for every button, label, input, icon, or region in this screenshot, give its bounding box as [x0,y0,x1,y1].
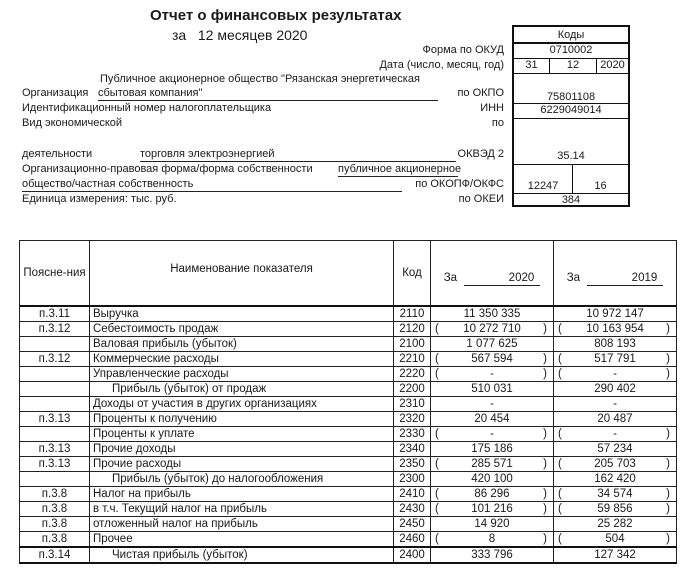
paren-close: ) [543,353,547,365]
date-year: 2020 [597,59,628,74]
value-text: 59 856 [597,503,633,515]
row-value-2019 [554,502,677,517]
value-text: - [490,398,494,410]
activity-value: торговля электроэнергией [140,148,456,162]
value-text: 34 574 [597,488,633,500]
paren-open: ( [558,503,562,515]
row-value-2020 [431,382,554,397]
okpo-label: по ОКПО [457,87,504,99]
codes-header: Коды [514,27,628,44]
row-value-2020 [431,472,554,487]
row-code: 2200 [394,382,431,397]
value-text: 11 350 335 [463,308,521,320]
paren-close: ) [666,533,670,545]
table-row [20,367,677,382]
value-text: 504 [605,533,625,545]
value-text: 285 571 [471,458,513,470]
row-code: 2350 [394,457,431,472]
row-name: Управленческие расходы [90,367,394,382]
paren-close: ) [543,458,547,470]
row-name: отложенный налог на прибыль [90,517,394,532]
value-text: 162 420 [594,473,636,485]
period-value: 12 месяцев 2020 [197,27,308,43]
inn-full-label: Идентификационный номер налогоплательщика [22,102,272,114]
value-text: 57 234 [597,443,633,455]
row-value-2020 [431,367,554,382]
paren-open: ( [558,533,562,545]
row-value-2020 [431,352,554,367]
row-name: Прочие расходы [90,457,394,472]
paren-open: ( [558,368,562,380]
value-text: 127 342 [594,549,636,561]
row-value-2020 [431,517,554,532]
row-note [20,367,90,382]
value-text: 290 402 [594,383,636,395]
table-row [20,442,677,457]
row-code: 2320 [394,412,431,427]
okud-label: Форма по ОКУД [422,44,504,56]
row-name: Проценты к получению [90,412,394,427]
value-text: 20 487 [597,413,633,425]
okfs-code: 16 [573,165,628,194]
row-note [20,472,90,487]
row-name: Выручка [90,306,394,322]
row-value-2020 [431,547,554,563]
row-note: п.3.12 [20,352,90,367]
row-value-2019 [554,367,677,382]
table-row [20,382,677,397]
row-code: 2410 [394,487,431,502]
activity-label-2: деятельности [22,148,93,160]
paren-open: ( [558,458,562,470]
row-value-2020 [431,457,554,472]
header-code: Код [394,241,431,307]
value-text: - [613,368,617,380]
row-name: Доходы от участия в других организациях [90,397,394,412]
row-code: 2220 [394,367,431,382]
paren-open: ( [558,428,562,440]
report-period [172,27,307,43]
table-row [20,397,677,412]
okei-code: 384 [561,194,581,206]
table-row [20,352,677,367]
row-note: п.3.14 [20,547,90,563]
paren-open: ( [435,353,439,365]
paren-open: ( [435,428,439,440]
inn-label: ИНН [480,102,504,114]
legal-form-value-1: публичное акционерное [338,163,462,175]
row-note [20,427,90,442]
paren-close: ) [543,533,547,545]
value-text: - [490,368,494,380]
row-value-2020 [431,337,554,352]
value-text: 1 077 625 [466,338,518,350]
value-text: 86 296 [474,488,510,500]
row-code: 2120 [394,322,431,337]
table-row [20,487,677,502]
row-value-2019 [554,337,677,352]
paren-close: ) [543,323,547,335]
row-value-2020 [431,322,554,337]
row-note [20,397,90,412]
okved-code: 35.14 [514,119,628,165]
header-2019-prefix: За [566,271,581,284]
codes-box [512,25,630,207]
row-name: Себестоимость продаж [90,322,394,337]
value-text: 14 920 [474,518,510,530]
value-text: 808 193 [594,338,636,350]
value-text: - [490,428,494,440]
header-2020-year: 2020 [464,271,540,286]
row-code: 2110 [394,306,431,322]
paren-close: ) [666,353,670,365]
org-name-line1: Публичное акционерное общество "Рязанская энергетическая [100,73,420,85]
row-name: Валовая прибыль (убыток) [90,337,394,352]
okved-label: ОКВЭД 2 [457,148,504,160]
paren-close: ) [543,368,547,380]
value-text: 101 216 [471,503,513,515]
table-row [20,457,677,472]
paren-close: ) [666,428,670,440]
table-row [20,532,677,548]
row-value-2019 [554,397,677,412]
paren-open: ( [558,353,562,365]
value-text: 333 796 [471,549,513,561]
row-value-2019 [554,457,677,472]
row-value-2019 [554,472,677,487]
paren-close: ) [666,323,670,335]
paren-open: ( [558,488,562,500]
row-value-2020 [431,532,554,548]
row-name: Коммерческие расходы [90,352,394,367]
legal-form-value-2: общество/частная собственность [22,178,402,192]
value-text: 517 791 [594,353,636,365]
okopf-label: по ОКОПФ/ОКФС [415,178,504,190]
header-2020 [431,241,554,307]
date-label: Дата (число, месяц, год) [379,59,504,71]
table-row [20,337,677,352]
row-code: 2100 [394,337,431,352]
okei-label: по ОКЕИ [458,193,504,205]
value-text: 20 454 [474,413,510,425]
row-name: Прочее [90,532,394,548]
period-prefix: за [172,27,187,43]
row-value-2020 [431,442,554,457]
table-row [20,472,677,487]
header-note: Поясне-ния [20,241,90,307]
paren-close: ) [543,428,547,440]
row-value-2019 [554,487,677,502]
value-text: 10 972 147 [586,308,644,320]
row-note: п.3.8 [20,532,90,548]
value-text: 205 703 [594,458,636,470]
paren-open: ( [435,458,439,470]
legal-form-label: Организационно-правовая форма/форма собственности [22,163,313,175]
paren-open: ( [558,323,562,335]
paren-close: ) [543,488,547,500]
table-row [20,306,677,322]
okud-code: 0710002 [514,44,628,59]
row-value-2020 [431,412,554,427]
value-text: 8 [488,533,496,545]
value-text: 567 594 [471,353,513,365]
org-name-line2: сбытовая компания" [98,87,438,101]
row-value-2020 [431,427,554,442]
paren-open: ( [435,503,439,515]
date-day: 31 [514,59,550,74]
row-value-2019 [554,547,677,563]
header-name: Наименование показателя [90,241,394,307]
row-name: Чистая прибыль (убыток) [90,547,394,563]
row-name: в т.ч. Текущий налог на прибыль [90,502,394,517]
row-code: 2310 [394,397,431,412]
financial-results-table [19,240,677,564]
row-code: 2450 [394,517,431,532]
table-header-row [20,241,677,307]
activity-label-1: Вид экономической [22,117,123,129]
paren-close: ) [666,368,670,380]
header-2019 [554,241,677,307]
paren-close: ) [666,503,670,515]
paren-open: ( [435,323,439,335]
org-label: Организация [22,87,89,99]
row-code: 2400 [394,547,431,563]
row-note: п.3.8 [20,502,90,517]
row-code: 2430 [394,502,431,517]
inn-code: 6229049014 [514,104,628,119]
header-2019-year: 2019 [587,271,663,286]
okopf-code: 12247 [514,165,573,194]
value-text: 10 163 954 [586,323,644,335]
row-value-2019 [554,517,677,532]
paren-close: ) [543,503,547,515]
row-code: 2300 [394,472,431,487]
table-row [20,517,677,532]
row-code: 2210 [394,352,431,367]
row-value-2019 [554,322,677,337]
row-name: Проценты к уплате [90,427,394,442]
table-row [20,427,677,442]
okpo-code: 75801108 [514,74,628,104]
row-note: п.3.13 [20,412,90,427]
table-row [20,547,677,563]
row-note: п.3.8 [20,517,90,532]
paren-close: ) [666,488,670,500]
row-name: Налог на прибыль [90,487,394,502]
row-value-2019 [554,427,677,442]
date-month: 12 [550,59,597,74]
row-value-2019 [554,306,677,322]
row-value-2019 [554,442,677,457]
row-code: 2340 [394,442,431,457]
row-value-2019 [554,382,677,397]
row-note [20,382,90,397]
table-row [20,412,677,427]
table-row [20,322,677,337]
row-value-2020 [431,502,554,517]
report-title: Отчет о финансовых результатах [150,7,402,24]
row-note [20,337,90,352]
value-text: 420 100 [471,473,513,485]
row-value-2019 [554,352,677,367]
activity-po-label: по [491,117,504,129]
unit-label: Единица измерения: тыс. руб. [22,193,177,205]
row-note: п.3.11 [20,306,90,322]
paren-close: ) [666,458,670,470]
value-text: 510 031 [471,383,513,395]
row-name: Прибыль (убыток) до налогообложения [90,472,394,487]
row-note: п.3.13 [20,457,90,472]
row-code: 2460 [394,532,431,548]
row-value-2020 [431,487,554,502]
paren-open: ( [435,533,439,545]
value-text: 175 186 [471,443,513,455]
paren-open: ( [435,488,439,500]
row-code: 2330 [394,427,431,442]
value-text: - [613,398,617,410]
value-text: 10 272 710 [463,323,521,335]
row-note: п.3.8 [20,487,90,502]
row-value-2019 [554,532,677,548]
row-value-2019 [554,412,677,427]
row-value-2020 [431,397,554,412]
value-text: 25 282 [597,518,633,530]
row-name: Прочие доходы [90,442,394,457]
table-row [20,502,677,517]
row-name: Прибыль (убыток) от продаж [90,382,394,397]
value-text: - [613,428,617,440]
paren-open: ( [435,368,439,380]
header-2020-prefix: За [443,271,458,284]
row-note: п.3.12 [20,322,90,337]
row-value-2020 [431,306,554,322]
row-note: п.3.13 [20,442,90,457]
